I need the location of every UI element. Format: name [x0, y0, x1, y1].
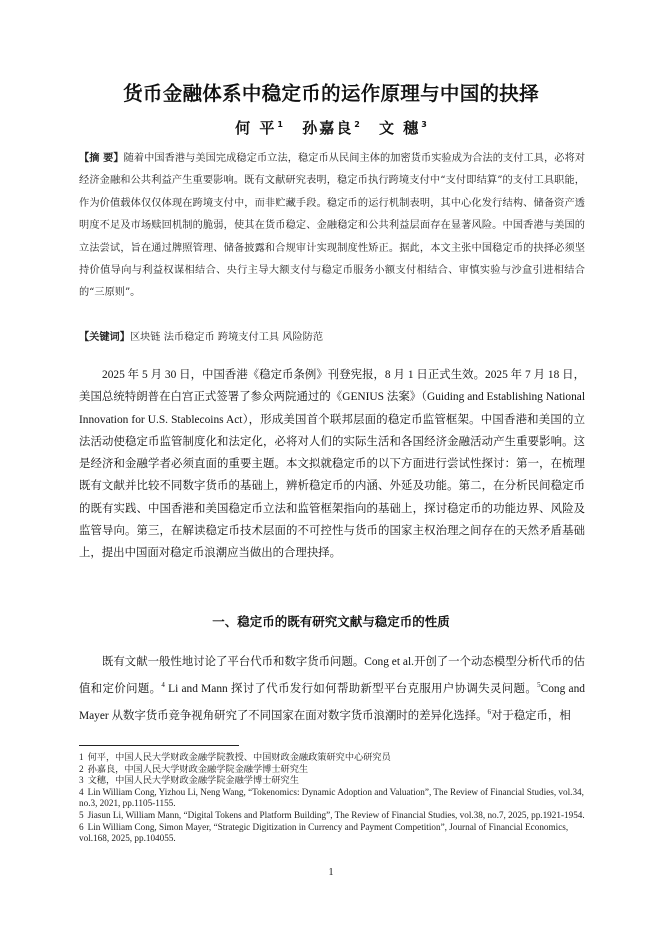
intro-paragraph: 2025 年 5 月 30 日，中国香港《稳定币条例》刊登宪报，8 月 1 日正式生效。2025 年 7 月 18 日，美国总统特朗普在白宫正式签署了参众两院通过的《GENIUS 法案》（Guiding and Establishing National Innovation for U.S. Stablecoins Act），形成美国首个联邦层面的稳定币监管框架。中国香港和美国的立法活动使稳定币监管制度化和法定化，必将对人们的实际生活和各国经济金融活动产生重要影响。这是经济和金融学者必须直面的重要主题。本文拟就稳定币的以下方面进行尝试性探讨：第一，在梳理既有文献并比较不同数字货币的基础上，辨析稳定币的内涵、外延及功能。第二，在分析民间稳定币的既有实践、中国香港和美国稳定币立法和监管框架指向的基础上，探讨稳定币的功能边界、风险及监管导向。第三，在解读稳定币技术层面的不可控性与货币的国家主权治理之间存在的天然矛盾基础上，提出中国面对稳定币浪潮应当做出的合理抉择。	[79, 369, 585, 560]
footnote: 1 何平，中国人民大学财政金融学院教授、中国财政金融政策研究中心研究员	[79, 752, 391, 762]
footnote: 5 Jiasun Li, William Mann, “Digital Tokens and Platform Building”, The Review of Financial Studies, vol.38, no.7, 2025, pp.1921-1954.	[79, 809, 585, 820]
footnote-marker: 4	[161, 680, 165, 689]
abstract-label: 【摘 要】	[79, 153, 124, 164]
footnote: 6 Lin William Cong, Simon Mayer, “Strategic Digitization in Currency and Payment Competition”, Journal of Financial Economics, vol.168, 2025, pp.104055.	[79, 821, 569, 844]
author-line	[0, 117, 662, 138]
footnote: 4 Lin William Cong, Yizhou Li, Neng Wang, “Tokenomics: Dynamic Adoption and Valuation”, The Review of Financial Studies, vol.34, no.3, 2021, pp.1105-1155.	[79, 786, 584, 809]
literature-paragraph	[79, 651, 585, 727]
author-footnote-marker: 2	[354, 120, 360, 129]
keywords-label: 【关键词】	[79, 332, 130, 343]
keywords	[79, 328, 585, 348]
author-footnote-marker: 1	[277, 120, 283, 129]
paragraph-text: Cong and Mayer 从数字货币竞争视角研究了不同国家在面对数字货币浪潮时的差异化选择。	[79, 682, 585, 722]
footnote-marker: 6	[487, 707, 491, 716]
keywords-text: 区块链 法币稳定币 跨境支付工具 风险防范	[129, 332, 324, 343]
footnote: 2 孙嘉良，中国人民大学财政金融学院金融学博士研究生	[79, 763, 309, 774]
footnotes	[79, 752, 585, 845]
footnote-marker: 5	[537, 680, 541, 689]
author-name: 孙嘉良	[302, 119, 354, 137]
author-name: 何 平	[235, 119, 277, 137]
paragraph-text: 既有文献一般性地讨论了平台代币和数字货币问题。Cong et al.开创了一个动态模型分析代币的估值和定价问题。	[79, 656, 585, 695]
paragraph-text: Li and Mann 探讨了代币发行如何帮助新型平台克服用户协调失灵问题。	[164, 682, 538, 695]
abstract	[79, 148, 585, 305]
paragraph-text: 对于稳定币，相	[490, 709, 571, 722]
author-name: 文 穗	[379, 119, 421, 137]
paper-title: 货币金融体系中稳定币的运作原理与中国的抉择	[123, 82, 539, 105]
author-footnote-marker: 3	[421, 120, 427, 129]
page-number: 1	[328, 867, 334, 878]
footnote: 3 文穗，中国人民大学财政金融学院金融学博士研究生	[79, 775, 299, 786]
section-heading: 一、稳定币的既有研究文献与稳定币的性质	[212, 614, 450, 629]
footnote-divider	[79, 745, 239, 746]
abstract-text: 随着中国香港与美国完成稳定币立法，稳定币从民间主体的加密货币实验成为合法的支付工具，必将对经济金融和公共利益产生重要影响。既有文献研究表明，稳定币执行跨境支付中“支付即结算”的支付工具职能，作为价值载体仅仅体现在跨境支付中，而非贮藏手段。稳定币的运行机制表明，其中心化发行结构、储备资产透明度不足及市场赎回机制的脆弱，使其在货币稳定、金融稳定和公共利益层面存在显著风险。中国香港与美国的立法尝试，旨在通过牌照管理、储备披露和合规审计实现制度性矫正。据此，本文主张中国稳定币的抉择必须坚持价值导向与利益权谋相结合、央行主导大额支付与稳定币服务小额支付相结合、审慎实验与沙盒引进相结合的“三原则”。	[79, 153, 586, 299]
